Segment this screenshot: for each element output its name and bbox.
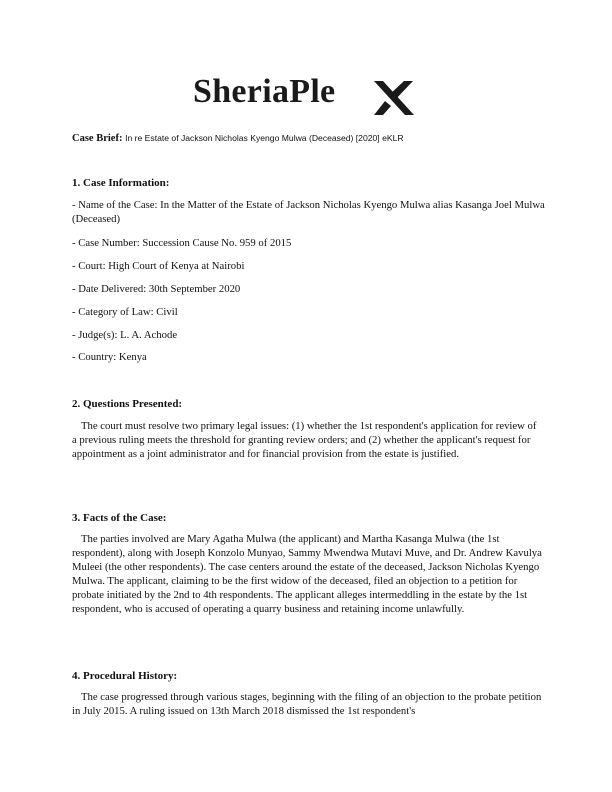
case-information-heading: 1. Case Information: bbox=[72, 177, 170, 189]
x-mark-icon bbox=[374, 79, 414, 117]
sheriaplex-logo bbox=[193, 68, 418, 122]
case-brief-label: Case Brief: bbox=[72, 133, 123, 144]
case-brief-line bbox=[72, 131, 404, 146]
category-of-law-item: - Category of Law: Civil bbox=[72, 306, 178, 318]
procedural-history-heading: 4. Procedural History: bbox=[72, 670, 178, 682]
facts-heading: 3. Facts of the Case: bbox=[72, 512, 167, 524]
case-brief-title: In re Estate of Jackson Nicholas Kyengo Mulwa (Deceased) [2020] eKLR bbox=[125, 133, 404, 143]
case-number-item: - Case Number: Succession Cause No. 959 of 2015 bbox=[72, 237, 292, 249]
procedural-history-paragraph: The case progressed through various stages, beginning with the filing of an objection to the probate petition in July 2015. A ruling issued on 13th March 2018 dismissed the 1st respondent's bbox=[72, 691, 542, 717]
judges-item: - Judge(s): L. A. Achode bbox=[72, 329, 178, 341]
questions-presented-heading: 2. Questions Presented: bbox=[72, 398, 183, 410]
case-name-item: - Name of the Case: In the Matter of the Estate of Jackson Nicholas Kyengo Mulwa alias Kasanga Joel Mulwa (Deceased) bbox=[72, 199, 545, 225]
logo-wordmark: SheriaPle bbox=[193, 73, 336, 110]
date-delivered-item: - Date Delivered: 30th September 2020 bbox=[72, 283, 241, 295]
country-item: - Country: Kenya bbox=[72, 351, 147, 363]
facts-paragraph: The parties involved are Mary Agatha Mulwa (the applicant) and Martha Kasanga Mulwa (the 1st respondent), along with Joseph Konzolo Munyao, Sammy Mwendwa Mutavi Muve, and Dr. Andrew Kavulya Muleei (the other respondents). The case centers around the estate of the deceased, Jackson Nicholas Kyengo Mulwa. The applicant, claiming to be the first widow of the deceased, filed an objection to a petition for probate initiated by the 2nd to 4th respondents. The applicant alleges intermeddling in the estate by the 1st respondent, who is accused of operating a quarry business and retaining income unlawfully. bbox=[72, 533, 542, 615]
court-item: - Court: High Court of Kenya at Nairobi bbox=[72, 260, 245, 272]
questions-presented-paragraph: The court must resolve two primary legal issues: (1) whether the 1st respondent's application for review of a previous ruling meets the threshold for granting review orders; and (2) whether the applicant's request for appointment as a joint administrator and for financial provision from the estate is justified. bbox=[72, 420, 537, 460]
